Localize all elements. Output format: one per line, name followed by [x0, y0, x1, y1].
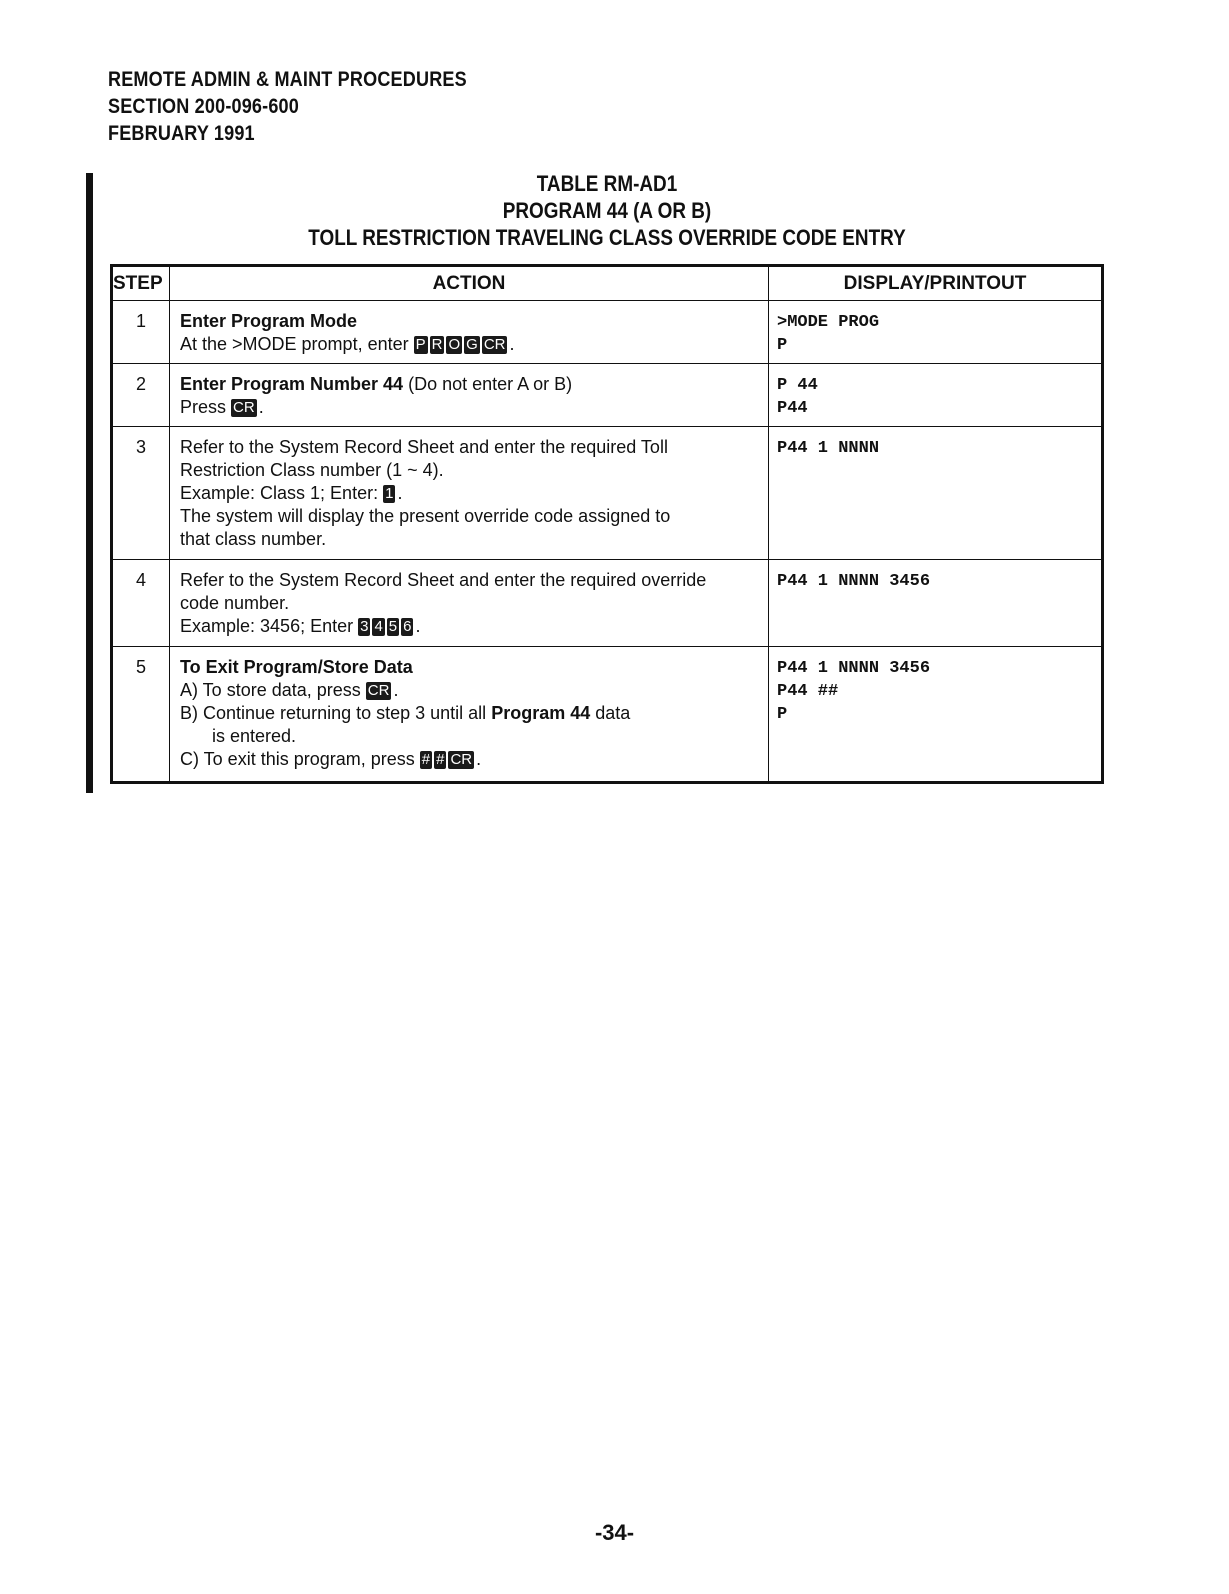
- action-heading-line: Enter Program Number 44 (Do not enter A or B): [180, 374, 573, 394]
- action-heading: Enter Program Number 44: [180, 374, 404, 394]
- action-line: A) To store data, press CR .: [180, 680, 399, 700]
- display-line: P: [777, 336, 788, 355]
- key-hash: #: [436, 751, 445, 768]
- key-cr: CR: [483, 336, 506, 353]
- display-line: P44 1 NNNN 3456: [777, 659, 931, 678]
- action-cell: [170, 560, 769, 647]
- action-line: Refer to the System Record Sheet and enter the required override: [180, 570, 707, 590]
- action-line: Press CR .: [180, 397, 264, 417]
- key-5: 5: [388, 618, 398, 635]
- key-r: R: [431, 336, 443, 353]
- display-line: P44: [777, 399, 808, 418]
- col-header-step: STEP: [112, 266, 170, 301]
- key-g: G: [466, 336, 478, 353]
- key-cr: CR: [233, 399, 255, 416]
- step-number: 3: [112, 427, 170, 560]
- table-row: [112, 364, 1103, 427]
- display-line: P 44: [777, 376, 818, 395]
- display-line: >MODE PROG: [777, 313, 880, 332]
- key-1: 1: [385, 485, 394, 502]
- table-subtitle: TOLL RESTRICTION TRAVELING CLASS OVERRIDE CODE ENTRY: [308, 225, 906, 250]
- action-line: code number.: [180, 593, 290, 613]
- action-line: that class number.: [180, 529, 327, 549]
- table-row: [112, 647, 1103, 783]
- action-cell: [170, 301, 769, 364]
- action-line: Example: 3456; Enter 3 4 5 6 .: [180, 616, 421, 636]
- program-title: PROGRAM 44 (A OR B): [502, 198, 712, 223]
- display-cell: [769, 301, 1103, 364]
- action-heading: To Exit Program/Store Data: [180, 657, 413, 677]
- header-date: FEBRUARY 1991: [108, 122, 255, 145]
- col-header-display: DISPLAY/PRINTOUT: [769, 266, 1103, 301]
- display-line: P44 ##: [777, 682, 839, 701]
- action-line: The system will display the present override code assigned to: [180, 506, 671, 526]
- action-line: C) To exit this program, press # # CR .: [180, 749, 482, 769]
- table-header-row: [112, 266, 1103, 301]
- action-line: B) Continue returning to step 3 until all Program 44 data: [180, 703, 631, 723]
- action-line: Restriction Class number (1 ~ 4).: [180, 460, 444, 480]
- key-cr: CR: [367, 682, 390, 699]
- display-line: P44 1 NNNN: [777, 439, 880, 458]
- action-line: Refer to the System Record Sheet and enter the required Toll: [180, 437, 668, 457]
- action-heading: Enter Program Mode: [180, 311, 358, 331]
- display-cell: [769, 427, 1103, 560]
- display-cell: [769, 364, 1103, 427]
- header-section: SECTION 200-096-600: [108, 95, 299, 118]
- key-6: 6: [403, 618, 412, 635]
- document-header: [108, 66, 525, 147]
- procedure-table: [110, 264, 1104, 784]
- display-line: P: [777, 705, 788, 724]
- action-line: is entered.: [212, 726, 297, 746]
- key-o: O: [448, 336, 461, 353]
- step-number: 1: [112, 301, 170, 364]
- action-cell: [170, 427, 769, 560]
- table-id: TABLE RM-AD1: [536, 171, 678, 196]
- display-cell: [769, 647, 1103, 783]
- change-bar: [86, 173, 93, 793]
- action-line: Example: Class 1; Enter: 1 .: [180, 483, 403, 503]
- col-header-action: ACTION: [170, 266, 769, 301]
- header-title: REMOTE ADMIN & MAINT PROCEDURES: [108, 68, 467, 91]
- table-title-block: [110, 170, 1104, 251]
- step-number: 2: [112, 364, 170, 427]
- key-cr: CR: [450, 751, 473, 768]
- action-line: At the >MODE prompt, enter P R O G CR .: [180, 334, 515, 354]
- key-p: P: [415, 336, 426, 353]
- table-row: [112, 427, 1103, 560]
- action-cell: [170, 647, 769, 783]
- display-cell: [769, 560, 1103, 647]
- key-3: 3: [360, 618, 369, 635]
- display-line: P44 1 NNNN 3456: [777, 572, 931, 591]
- action-cell: [170, 364, 769, 427]
- page-number: -34-: [594, 1520, 635, 1545]
- step-number: 4: [112, 560, 170, 647]
- key-4: 4: [374, 618, 383, 635]
- key-hash: #: [421, 751, 431, 768]
- table-row: [112, 560, 1103, 647]
- step-number: 5: [112, 647, 170, 783]
- table-row: [112, 301, 1103, 364]
